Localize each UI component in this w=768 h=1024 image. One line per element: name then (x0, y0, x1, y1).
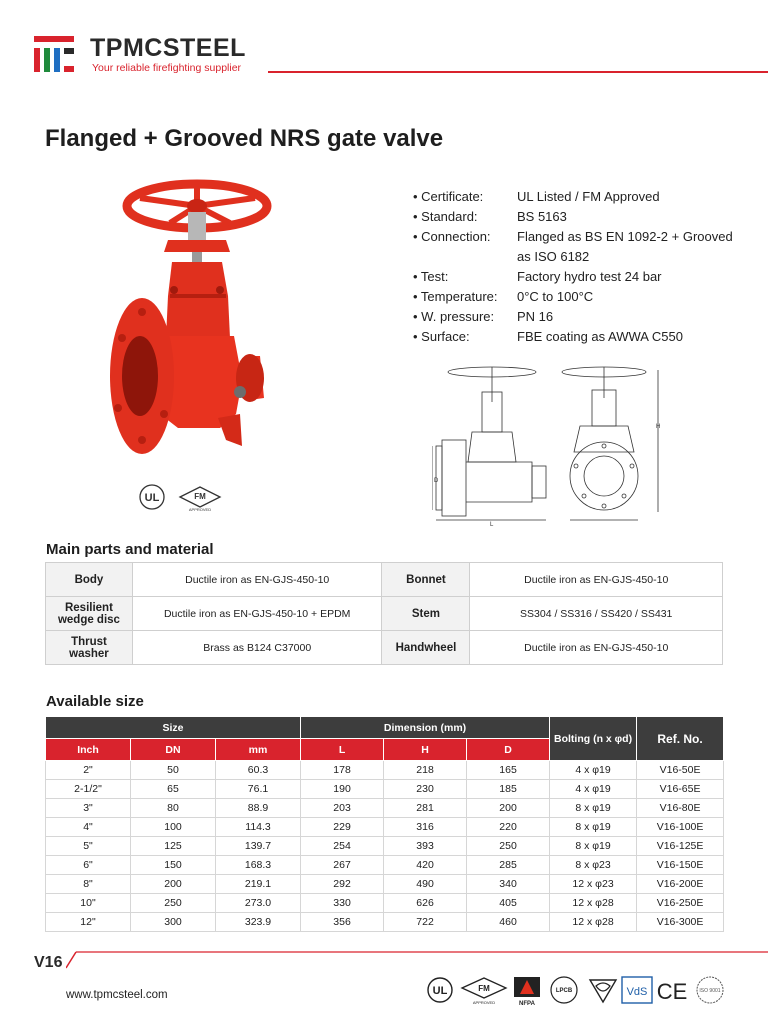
dimension-l-cell: 292 (301, 875, 384, 894)
table-row (46, 894, 724, 913)
size-inch-cell: 2-1/2" (46, 780, 131, 799)
header-dimension: Dimension (mm) (301, 717, 550, 739)
ref-no-cell: V16-80E (637, 799, 724, 818)
table-row (46, 631, 723, 665)
ul-icon (428, 978, 452, 1002)
size-dn-cell: 300 (131, 913, 216, 932)
dimension-d-cell: 285 (467, 856, 550, 875)
ref-no-cell: V16-65E (637, 780, 724, 799)
spec-row-working-pressure (413, 307, 753, 327)
part-name: Handwheel (382, 631, 470, 665)
dimension-h-cell: 281 (384, 799, 467, 818)
spec-row-standard (413, 207, 753, 227)
materials-table (45, 562, 723, 665)
table-row (46, 563, 723, 597)
dimension-d-cell: 165 (467, 761, 550, 780)
nfpa-icon (514, 977, 540, 1006)
dimension-h-cell: 626 (384, 894, 467, 913)
header-ref-no: Ref. No. (637, 717, 724, 761)
part-name: Body (46, 563, 133, 597)
size-dn-cell: 50 (131, 761, 216, 780)
dimension-l-cell: 178 (301, 761, 384, 780)
svg-text:APPROVED: APPROVED (472, 1000, 496, 1005)
dimension-l-cell: 267 (301, 856, 384, 875)
size-dn-cell: 80 (131, 799, 216, 818)
dimension-d-cell: 200 (467, 799, 550, 818)
dimension-h-cell: 316 (384, 818, 467, 837)
materials-section-title: Main parts and material (46, 541, 214, 558)
table-row (46, 875, 724, 894)
size-mm-cell: 273.0 (216, 894, 301, 913)
dimension-d-cell: 220 (467, 818, 550, 837)
sizes-table (45, 716, 724, 932)
bolting-cell: 8 x φ19 (550, 799, 637, 818)
iso-9001-icon (697, 977, 723, 1003)
size-dn-cell: 100 (131, 818, 216, 837)
header-d: D (467, 739, 550, 761)
spec-label: • Certificate: (413, 189, 484, 204)
fm-logo-text: FM (194, 492, 206, 501)
size-mm-cell: 88.9 (216, 799, 301, 818)
page-title: Flanged + Grooved NRS gate valve (45, 125, 444, 152)
ce-mark-icon (657, 979, 688, 1004)
dimension-d-cell: 250 (467, 837, 550, 856)
technical-drawing (432, 362, 672, 528)
size-mm-cell: 168.3 (216, 856, 301, 875)
spec-row-connection (413, 227, 753, 247)
page-code: V16 (34, 954, 63, 971)
spec-label (413, 247, 517, 267)
table-row (46, 913, 724, 932)
spec-value: as ISO 6182 (517, 249, 590, 264)
size-mm-cell: 60.3 (216, 761, 301, 780)
part-name: Thrust washer (46, 631, 133, 665)
spec-label: • W. pressure: (413, 309, 495, 324)
spec-label: • Temperature: (413, 289, 498, 304)
header-h: H (384, 739, 467, 761)
svg-text:UL: UL (432, 985, 448, 997)
spec-row-test (413, 267, 753, 287)
part-material: Ductile iron as EN-GJS-450-10 (470, 563, 723, 597)
part-name: Resilient wedge disc (46, 597, 133, 631)
website-link[interactable]: www.tpmcsteel.com (66, 989, 168, 1001)
part-material: Brass as B124 C37000 (132, 631, 382, 665)
bolting-cell: 12 x φ23 (550, 875, 637, 894)
spec-value: FBE coating as AWWA C550 (517, 329, 683, 344)
spec-row-connection-continued (413, 247, 753, 267)
gate-valve-photo (100, 178, 290, 460)
dimension-h-cell: 490 (384, 875, 467, 894)
size-mm-cell: 114.3 (216, 818, 301, 837)
svg-text:LPCB: LPCB (555, 988, 573, 994)
svg-text:CE: CE (656, 979, 688, 1004)
size-mm-cell: 323.9 (216, 913, 301, 932)
dimension-l-cell: 356 (301, 913, 384, 932)
brand-name: TPMCSTEEL (90, 34, 246, 62)
footer-divider (66, 950, 768, 970)
ref-no-cell: V16-100E (637, 818, 724, 837)
spec-list (413, 187, 753, 347)
part-material: SS304 / SS316 / SS420 / SS431 (470, 597, 723, 631)
size-mm-cell: 139.7 (216, 837, 301, 856)
spec-label: • Test: (413, 269, 449, 284)
lpcb-icon (551, 977, 577, 1003)
header-mm: mm (216, 739, 301, 761)
size-dn-cell: 65 (131, 780, 216, 799)
company-logo-mark (34, 36, 76, 72)
fm-approved-text: APPROVED (188, 507, 212, 512)
dimension-h-cell: 393 (384, 837, 467, 856)
header-inch: Inch (46, 739, 131, 761)
size-inch-cell: 12" (46, 913, 131, 932)
size-dn-cell: 150 (131, 856, 216, 875)
bolting-cell: 8 x φ19 (550, 818, 637, 837)
size-inch-cell: 2" (46, 761, 131, 780)
drawing-label-d: D (434, 478, 439, 484)
part-name: Stem (382, 597, 470, 631)
part-name: Bonnet (382, 563, 470, 597)
dimension-d-cell: 185 (467, 780, 550, 799)
bolting-cell: 8 x φ19 (550, 837, 637, 856)
header-divider (268, 71, 768, 73)
header-size: Size (46, 717, 301, 739)
dimension-l-cell: 203 (301, 799, 384, 818)
vds-icon (622, 977, 652, 1003)
drawing-label-h: H (656, 424, 661, 430)
certification-logos-bar (426, 974, 726, 1006)
spec-value: Flanged as BS EN 1092-2 + Grooved (517, 229, 733, 244)
part-material: Ductile iron as EN-GJS-450-10 + EPDM (132, 597, 382, 631)
dimension-l-cell: 229 (301, 818, 384, 837)
table-row (46, 597, 723, 631)
size-inch-cell: 5" (46, 837, 131, 856)
size-inch-cell: 3" (46, 799, 131, 818)
spec-value: UL Listed / FM Approved (517, 189, 660, 204)
svg-text:ISO 9001: ISO 9001 (699, 988, 721, 994)
header-dn: DN (131, 739, 216, 761)
part-material: Ductile iron as EN-GJS-450-10 (132, 563, 382, 597)
drawing-label-l: L (490, 522, 494, 528)
dimension-h-cell: 420 (384, 856, 467, 875)
ref-no-cell: V16-200E (637, 875, 724, 894)
ul-fm-certification-logos (138, 482, 228, 512)
sizes-section-title: Available size (46, 693, 144, 710)
table-row (46, 818, 724, 837)
table-row (46, 761, 724, 780)
svg-text:VdS: VdS (626, 986, 648, 998)
fm-approved-icon (462, 978, 506, 1005)
size-mm-cell: 219.1 (216, 875, 301, 894)
brand-tagline: Your reliable firefighting supplier (92, 62, 242, 74)
dimension-l-cell: 254 (301, 837, 384, 856)
part-material: Ductile iron as EN-GJS-450-10 (470, 631, 723, 665)
size-inch-cell: 10" (46, 894, 131, 913)
dimension-d-cell: 405 (467, 894, 550, 913)
size-inch-cell: 8" (46, 875, 131, 894)
table-row (46, 837, 724, 856)
size-dn-cell: 125 (131, 837, 216, 856)
bolting-cell: 4 x φ19 (550, 780, 637, 799)
ref-no-cell: V16-125E (637, 837, 724, 856)
header-bolting: Bolting (n x φd) (550, 717, 637, 761)
table-row (46, 799, 724, 818)
spec-value: Factory hydro test 24 bar (517, 269, 662, 284)
shield-heart-icon (590, 980, 616, 1002)
spec-label: • Surface: (413, 329, 470, 344)
header-l: L (301, 739, 384, 761)
spec-row-temperature (413, 287, 753, 307)
dimension-l-cell: 190 (301, 780, 384, 799)
ref-no-cell: V16-150E (637, 856, 724, 875)
bolting-cell: 8 x φ23 (550, 856, 637, 875)
spec-value: BS 5163 (517, 209, 567, 224)
size-inch-cell: 4" (46, 818, 131, 837)
ref-no-cell: V16-300E (637, 913, 724, 932)
spec-label: • Standard: (413, 209, 478, 224)
dimension-l-cell: 330 (301, 894, 384, 913)
dimension-d-cell: 460 (467, 913, 550, 932)
bolting-cell: 4 x φ19 (550, 761, 637, 780)
spec-value: PN 16 (517, 309, 554, 324)
dimension-h-cell: 722 (384, 913, 467, 932)
table-row (46, 780, 724, 799)
ref-no-cell: V16-250E (637, 894, 724, 913)
ul-logo-text: UL (144, 492, 160, 504)
size-dn-cell: 200 (131, 875, 216, 894)
bolting-cell: 12 x φ28 (550, 894, 637, 913)
dimension-d-cell: 340 (467, 875, 550, 894)
svg-text:NFPA: NFPA (519, 1001, 535, 1006)
size-dn-cell: 250 (131, 894, 216, 913)
size-mm-cell: 76.1 (216, 780, 301, 799)
bolting-cell: 12 x φ28 (550, 913, 637, 932)
size-inch-cell: 6" (46, 856, 131, 875)
table-row (46, 856, 724, 875)
dimension-h-cell: 218 (384, 761, 467, 780)
ref-no-cell: V16-50E (637, 761, 724, 780)
spec-value: 0°C to 100°C (517, 289, 594, 304)
dimension-h-cell: 230 (384, 780, 467, 799)
spec-row-certificate (413, 187, 753, 207)
svg-text:FM: FM (478, 984, 490, 993)
spec-label: • Connection: (413, 229, 491, 244)
spec-row-surface (413, 327, 753, 347)
